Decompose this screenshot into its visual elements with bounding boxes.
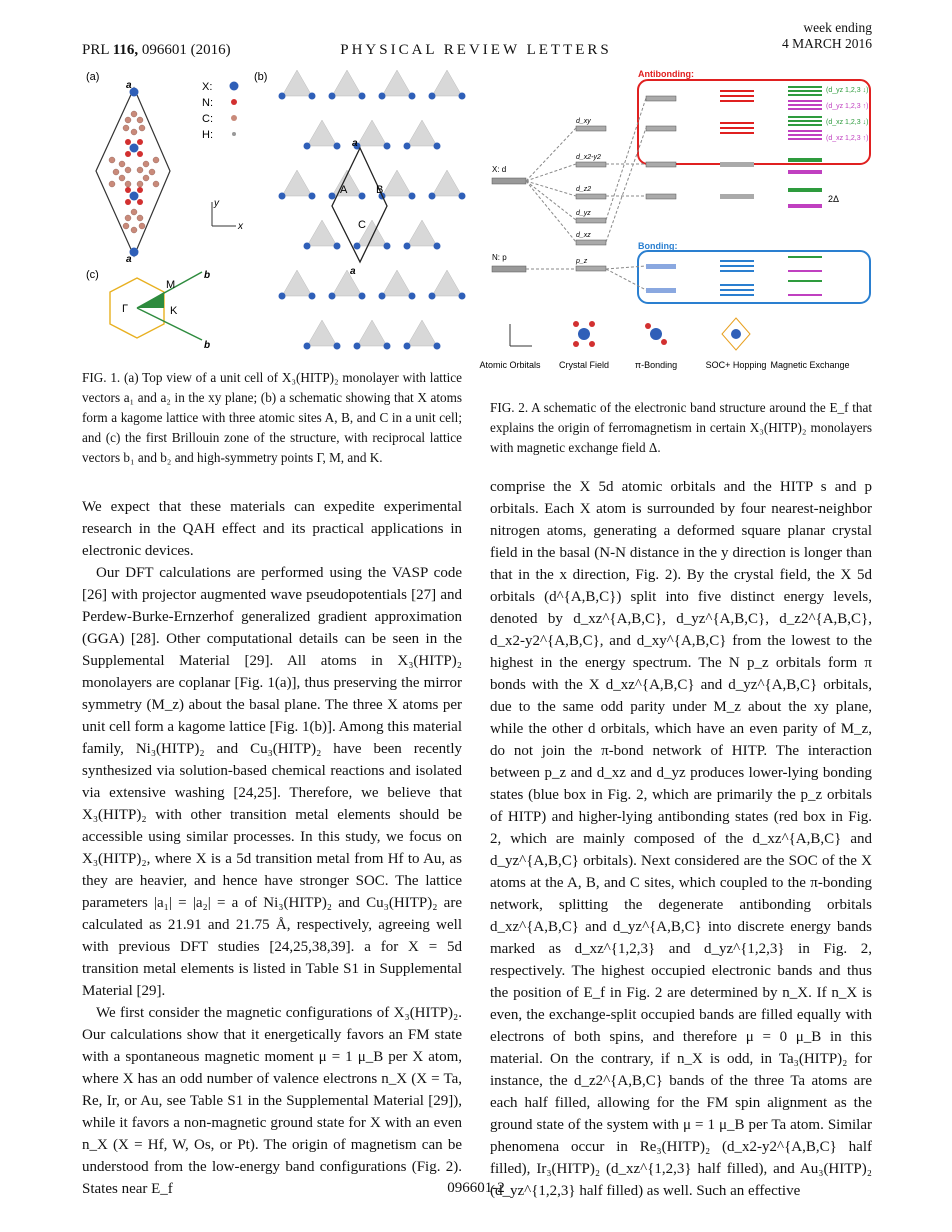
column-labels	[479, 360, 849, 370]
col-label: π-Bonding	[634, 360, 678, 370]
figure-2	[479, 66, 872, 386]
level-pz: p_z	[576, 258, 588, 265]
crystal-field-levels	[576, 126, 606, 271]
kagome-lattice	[282, 70, 462, 346]
x-d-label: X: d	[492, 165, 507, 174]
level-dxz: d_xz	[576, 232, 591, 239]
paragraph: We expect that these materials can expedite experimental research in the QAH effect and its practical applications in electronic devices.	[82, 499, 462, 559]
figure-1-caption: FIG. 1. (a) Top view of a unit cell of X₃(HITP)₂ monolayer with lattice vectors a₁ and a₂ in the xy plane; (b) a schematic showing that X atoms form a kagome lattice with three atomic sites A, B, and C in a unit cell; and (c) the first Brillouin zone of the structure, with reciprocal lattice vectors b₁ and b₂ and high-symmetry points Γ, M, and K.	[82, 370, 462, 465]
panel-c-label: (c)	[86, 269, 99, 281]
bonding-pz-1	[646, 264, 676, 269]
split-label: (d_yz 1,2,3 ↑)	[826, 103, 869, 110]
soc-other-levels	[720, 162, 754, 199]
point-gamma-label: Γ	[122, 303, 129, 315]
vector-a2-label: a	[126, 80, 132, 91]
journal-title: PHYSICAL REVIEW LETTERS	[340, 42, 612, 58]
site-b-label: B	[376, 184, 384, 196]
b2-label: b	[204, 270, 211, 281]
page-header	[0, 0, 952, 70]
atom-legend	[202, 81, 239, 141]
x-d-level	[492, 178, 526, 184]
soc-split-bonding	[720, 260, 754, 296]
vector-a1-label: a	[126, 254, 132, 265]
b1-label: b	[204, 340, 211, 351]
split-label: (d_yz 1,2,3 ↓)	[826, 87, 869, 94]
n-pz-label: N: p	[492, 253, 507, 262]
split-label: (d_xz 1,2,3 ↓)	[826, 119, 869, 126]
paragraph: Our DFT calculations are performed using the VASP code [26] with projector augmented wave pseudopotentials [27] and Perdew-Burke-Ernzerhof generalized gradient approximation (GGA) [28]. Other computational details can be seen in the Supplemental Material [29]. All atoms in X₃(HITP)₂ monolayers are coplanar [Fig. 1(a)], thus preserving the mirror symmetry (M_z) about the basal plane. The three X atoms per unit cell form a kagome lattice [Fig. 1(b)]. Among this material family, Ni₃(HITP)₂ and Cu₃(HITP)₂ have been recently synthesized via solution-based chemical reactions and isolated via extensive washing [24,25]. Therefore, we believe that X₃(HITP)₂ with other transition metal elements should be accessible using similar processes. In this study, we focus on X₃(HITP)₂, where X is a 5d transition metal from Hf to Au, as they are heavier, and hence have stronger SOC. The lattice parameters |a₁| = |a₂| = a of Ni₃(HITP)₂ and Cu₃(HITP)₂ are calculated as 21.91 and 21.75 Å, respectively, agreeing well with previous DFT studies [24,25,38,39]. a for X = 5d transition metal elements is listed in Table S1 in Supplemental Material [29].	[82, 565, 462, 999]
page-number: 096601-2	[447, 1180, 505, 1196]
legend-c: C:	[202, 113, 213, 125]
kagome-a2-label: a	[352, 138, 358, 149]
level-dz2: d_z2	[576, 186, 592, 193]
point-m-label: M	[166, 279, 176, 291]
col-label: Magnetic Exchange	[770, 360, 850, 370]
exchange-labels	[826, 87, 868, 142]
antibonding-label: Antibonding:	[638, 69, 694, 79]
kagome-a1-label: a	[350, 266, 356, 277]
level-dx2y2: d_x2-y2	[576, 154, 601, 161]
bonding-pz-2	[646, 288, 676, 293]
point-k-label: K	[170, 305, 178, 317]
site-a-label: A	[340, 184, 348, 196]
n-pz-level	[492, 266, 526, 272]
journal-citation: PRL 116, 096601 (2016)	[82, 42, 231, 58]
molecule-structure	[109, 88, 159, 257]
left-column-text	[82, 496, 462, 1200]
split-label: (d_xz 1,2,3 ↑)	[826, 135, 869, 142]
magnetic-exchange-levels	[788, 86, 822, 296]
panel-b-label: (b)	[254, 71, 268, 83]
figure-2-graphic	[479, 66, 872, 386]
figure-1-graphic	[82, 66, 472, 366]
bonding-label: Bonding:	[638, 241, 678, 251]
site-c-label: C	[358, 219, 366, 231]
col-label: Crystal Field	[558, 360, 610, 370]
pi-bonding-levels	[646, 96, 676, 199]
col-label: Atomic Orbitals	[479, 360, 541, 370]
axis-y-label: y	[214, 198, 219, 209]
legend-h: H:	[202, 129, 213, 141]
legend-n: N:	[202, 97, 213, 109]
paragraph: We first consider the magnetic configurations of X₃(HITP)₂. Our calculations show that it energetically favors an FM state with a spontaneous magnetic moment μ = 1 μ_B per X atom, where X has an odd number of valence electrons n_X (X = Ta, Re, Ir, or Au, see Table S1 in the Supplemental Material [29]), while it favors a non-magnetic ground state for X with an even n_X (X = Hf, W, Os, or Pt). The origin of magnetism can be understood from the low-energy band configurations (Fig. 2). States near E_f	[82, 1005, 462, 1197]
two-delta-label: 2Δ	[828, 194, 840, 204]
level-dyz: d_yz	[576, 210, 591, 217]
bottom-icons	[510, 318, 750, 350]
right-column-text	[490, 476, 872, 1202]
issue-date: week ending 4 MARCH 2016	[781, 20, 872, 51]
soc-split-antibonding	[720, 90, 754, 134]
panel-a-label: (a)	[86, 71, 100, 83]
paragraph: comprise the X 5d atomic orbitals and the HITP s and p orbitals. Each X atom is surrounded by four nearest-neighbor nitrogen atoms, generating a deformed square planar crystal field in the basal (N-N distance in the y direction is longer than that in the x direction, Fig. 2). By the crystal field, the X 5d orbitals (d^{A,B,C}) split into five distinct energy levels, denoted by d_xz^{A,B,C}, d_yz^{A,B,C}, d_z2^{A,B,C}, d_x2-y2^{A,B,C}, and d_xy^{A,B,C} from the lowest to the highest in the energy spectrum. The N p_z orbitals form π bonds with the X d_xz^{A,B,C} and d_yz^{A,B,C} orbitals, due to the same odd parity under M_z about the xy plane, while the other d orbitals, which have an even parity of M_z, do not join the π-bond network of HITP. The interaction between p_z and d_xz and d_yz produces lower-lying bonding states (blue box in Fig. 2, which are primarily the p_z orbitals of HITP) and higher-lying antibonding states (red box in Fig. 2, which are mainly composed of the d_xz^{A,B,C} and d_yz^{A,B,C} orbitals). Next considered are the SOC of the X atoms at the A, B, and C sites, which coupled to the π-bonding network, splitting the degenerate antibonding orbitals d_xz^{A,B,C} and d_yz^{A,B,C} into discrete energy bands marked as d_xz^{1,2,3} and d_yz^{1,2,3} in Fig. 2, respectively. The highest occupied electronic bands and thus the position of E_f in Fig. 2 are determined by n_X. If n_X is even, the exchange-split occupied bands are filled equally with electrons of both spins, and therefore μ = 0 μ_B in this material. On the contrary, if n_X is odd, in Ta₃(HITP)₂ for instance, the d_z2^{A,B,C} bands of the three Ta atoms are each half filled, allowing for the FM spin alignment as the ground state of the system with μ = 1 μ_B per Ta atom. Similar phenomena occur in Re₃(HITP)₂ (d_x2-y2^{A,B,C} half filled), Ir₃(HITP)₂ (d_xz^{1,2,3} half filled), and Au₃(HITP)₂ (d_yz^{1,2,3} half filled) as well. Such an effective	[490, 479, 872, 1199]
legend-x: X:	[202, 81, 213, 93]
level-dxy: d_xy	[576, 118, 591, 125]
axis-x-label: x	[238, 221, 243, 232]
col-label: SOC+ Hopping	[705, 360, 767, 370]
figure-2-caption: FIG. 2. A schematic of the electronic band structure around the E_f that explains the origin of ferromagnetism in certain X₃(HITP)₂ monolayers with magnetic exchange field Δ.	[490, 400, 872, 455]
figure-1	[82, 66, 472, 366]
